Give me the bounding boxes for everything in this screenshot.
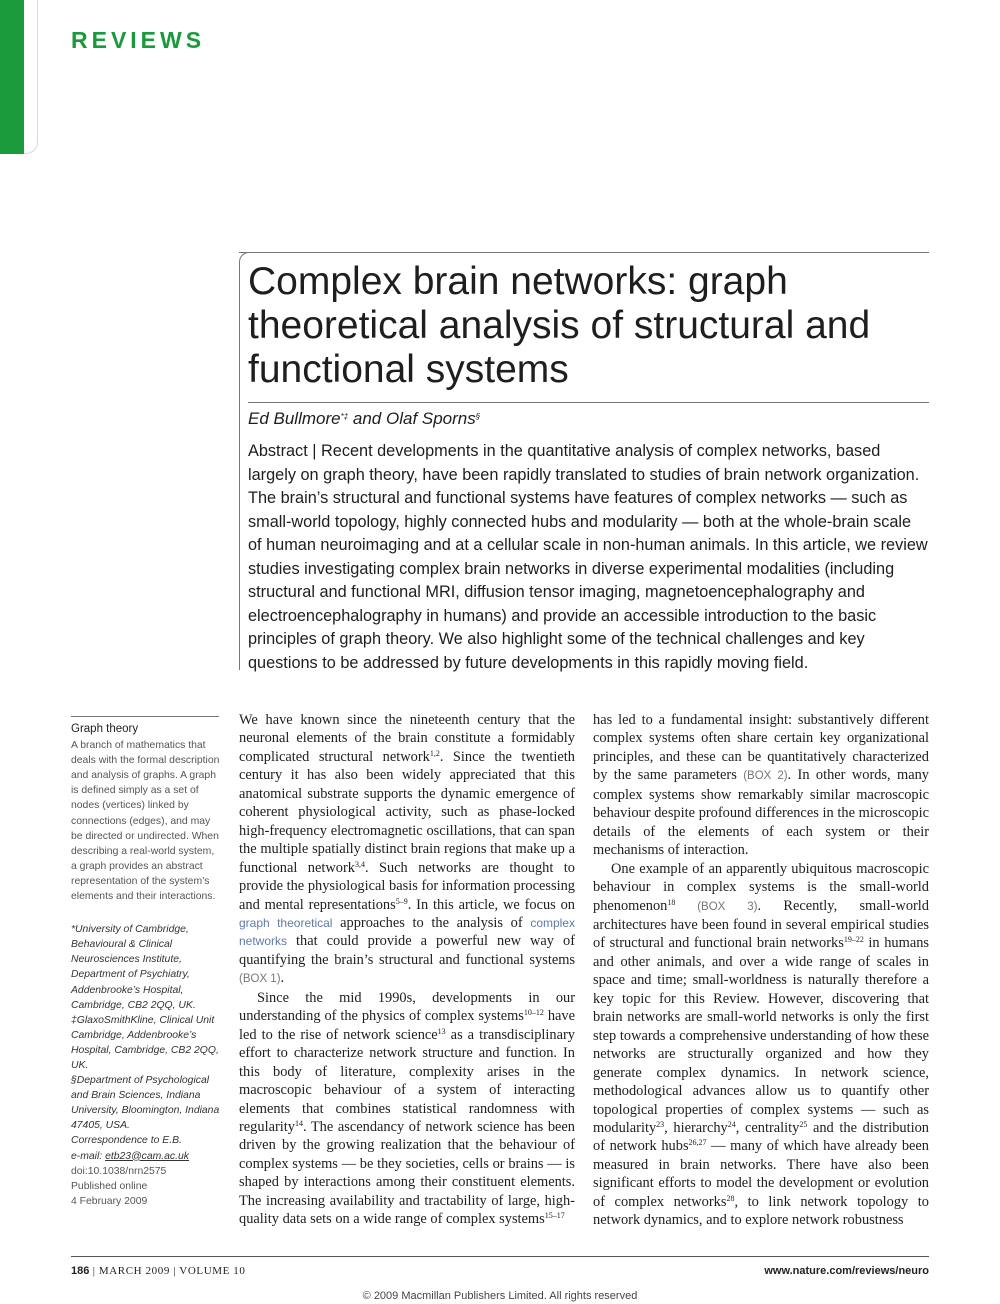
margin-sidebar <box>71 716 221 1209</box>
footer-separator: | <box>169 1265 180 1277</box>
author-name: Ed Bullmore <box>248 409 341 428</box>
author-conjunction: and <box>348 409 386 428</box>
volume: VOLUME 10 <box>179 1265 246 1277</box>
affiliation: §Department of Psychological and Brain Sciences, Indiana University, Bloomington, Indiana 47405, USA. <box>71 1075 220 1132</box>
citation[interactable]: 26,27 <box>688 1138 707 1148</box>
glossary-link[interactable]: graph theoretical <box>239 915 333 930</box>
abstract-label: Abstract | <box>248 442 321 460</box>
correspondence-note: Correspondence to E.B. <box>71 1135 182 1147</box>
abstract-left-rule <box>239 262 240 670</box>
page-number: 186 <box>71 1265 90 1277</box>
citation[interactable]: 28 <box>726 1193 735 1203</box>
issue-date: MARCH 2009 <box>98 1265 170 1277</box>
abstract-text: Recent developments in the quantitative analysis of complex networks, based largely on graph theory, have been rapidly translated to studies of brain network organization. The brain’s structural and functional systems have features of complex networks — such as small-world topology, highly connected hubs and modularity — both at the whole-brain scale of human neuroimaging and at a cellular scale in non-human animals. In this article, we review studies investigating complex brain networks in diverse experimental modalities (including structural and functional MRI, diffusion tensor imaging, magnetoencephalography and electroencephalography in humans) and provide an accessible introduction to the basic principles of graph theory. We also highlight some of the technical challenges and key questions to be addressed by future developments in this rapidly moving field. <box>248 442 928 672</box>
box-reference[interactable]: (BOX 3) <box>675 900 758 913</box>
citation[interactable]: 3,4 <box>354 859 365 869</box>
author-line <box>248 409 480 429</box>
footer-separator: | <box>89 1265 99 1277</box>
email-link[interactable]: etb23@cam.ac.uk <box>105 1150 189 1162</box>
box-reference[interactable]: (BOX 1) <box>239 973 281 986</box>
doi: doi:10.1038/nrn2575 <box>71 1165 167 1177</box>
citation[interactable]: 1,2 <box>429 748 440 758</box>
citation[interactable]: 10–12 <box>523 1008 544 1018</box>
affiliation: *University of Cambridge, Behavioural & Clinical Neurosciences Institute, Department of Psychiatry, Addenbrooke’s Hospital, Cambridge, CB2 2QQ, UK. <box>71 924 196 1011</box>
author-name: Olaf Sporns <box>385 409 476 428</box>
author-marks: *‡ <box>340 412 349 421</box>
email-line <box>71 1149 221 1164</box>
affiliation: ‡GlaxoSmithKline, Clinical Unit Cambridge, Addenbrooke’s Hospital, Cambridge, CB2 2QQ, UK. <box>71 1014 219 1071</box>
sidebar-rule <box>71 716 219 717</box>
article-title: Complex brain networks: graph theoretical analysis of structural and functional systems <box>248 260 871 391</box>
section-color-bar <box>0 0 24 154</box>
citation[interactable]: 5–9 <box>395 896 408 906</box>
glossary-link[interactable]: complex networks <box>239 915 576 949</box>
footer-rule <box>71 1256 929 1257</box>
body-paragraph: has led to a fundamental insight: substantively different complex systems often share certain key organizational principles, and these can be quantitatively characterized by the same parameters (BOX 2). In other words, many complex systems show remarkably similar macroscopic behaviour despite profound differences in the microscopic details of the elements of each system or their mechanisms of interaction. <box>593 712 929 859</box>
author-marks: § <box>475 412 481 421</box>
citation[interactable]: 14 <box>294 1118 303 1128</box>
citation[interactable]: 24 <box>727 1119 736 1129</box>
body-paragraph: One example of an apparently ubiquitous macroscopic behaviour in complex systems is the small-world phenomenon$^{18}$ (BOX 3). Recently, small-world architectures have been found in several empirical studies of structural and functional brain networks$^{19-22}$ in humans and other animals, and over a wide range of scales in space and time; small-worldness is naturally therefore a key topic for this Review. However, discovering that brain networks are small-world networks is only the first step towards a comprehensive understanding of how these networks are structurally organized and how they generate complex dynamics. In network science, methodological advances allow us to quantify other topological properties of complex systems — such as modularity$^{23}$, hierarchy$^{24}$, centrality$^{25}$ and the distribution of network hubs$^{26,27}$ — many of which have already been measured in brain networks. There have also been significant efforts to model the development or evolution of complex networks$^{28}$, to link network topology to network dynamics, and to explore network robustness <box>593 860 930 1229</box>
footer-issue-info <box>71 1265 245 1277</box>
citation[interactable]: 25 <box>799 1119 808 1129</box>
body-paragraph: Since the mid 1990s, developments in our understanding of the physics of complex systems$^{10-12}$ have led to the rise of network science$^{13}$ as a transdisciplinary effort to characterize network structure and function. In this body of literature, complexity arises in the macroscopic behaviour of a system of interacting elements that combines statistical randomness with regularity$^{14}$. The ascendancy of network science has been driven by the growing realization that the behaviour of complex systems — be they societies, cells or brains — is shaped by interactions among their constituent elements. The increasing availability and tractability of large, high-quality data sets on a wide range of complex systems$^{15-17}$ <box>239 989 575 1228</box>
journal-website[interactable]: www.nature.com/reviews/neuro <box>764 1265 929 1277</box>
citation[interactable]: 18 <box>667 897 676 907</box>
citation[interactable]: 13 <box>437 1026 446 1036</box>
affiliations <box>71 922 221 1209</box>
copyright-notice: © 2009 Macmillan Publishers Limited. All rights reserved <box>362 1290 638 1302</box>
email-label: e-mail: <box>71 1150 106 1162</box>
authors-rule <box>248 402 929 403</box>
body-column-right <box>593 711 929 1230</box>
title-rule <box>239 252 929 253</box>
glossary-definition: A branch of mathematics that deals with the formal description and analysis of graphs. A graph is defined simply as a set of nodes (vertices) linked by connections (edges), and may be directed or undirected. When describing a real-world system, a graph provides an abstract representation of the system’s elements and their interactions. <box>71 740 220 903</box>
box-reference[interactable]: (BOX 2) <box>743 770 788 783</box>
citation[interactable]: 15–17 <box>544 1211 565 1221</box>
published-date: 4 February 2009 <box>71 1195 148 1207</box>
published-label: Published online <box>71 1180 148 1192</box>
citation[interactable]: 23 <box>656 1119 665 1129</box>
body-paragraph: We have known since the nineteenth century that the neuronal elements of the brain constitute a formidably complicated structural network$^{1,2}$. Since the twentieth century it has also been widely appreciated that this anatomical substrate supports the dynamic emergence of coherent physiological activity, such as phase-locked high-frequency electromagnetic oscillations, that can span the multiple spatially distinct brain regions that make up a functional network$^{3,4}$. Such networks are thought to provide the physiological basis for information processing and mental representations$^{5-9}$. In this article, we focus on graph theoretical approaches to the analysis of complex networks that could provide a powerful new way of quantifying the brain’s structural and functional systems (BOX 1). <box>239 712 576 987</box>
section-label: REVIEWS <box>71 27 206 53</box>
glossary-term: Graph theory <box>71 723 139 735</box>
section-bar-corner <box>24 0 38 154</box>
body-column-left <box>239 711 575 1229</box>
abstract <box>248 440 929 675</box>
citation[interactable]: 19–22 <box>843 935 864 945</box>
